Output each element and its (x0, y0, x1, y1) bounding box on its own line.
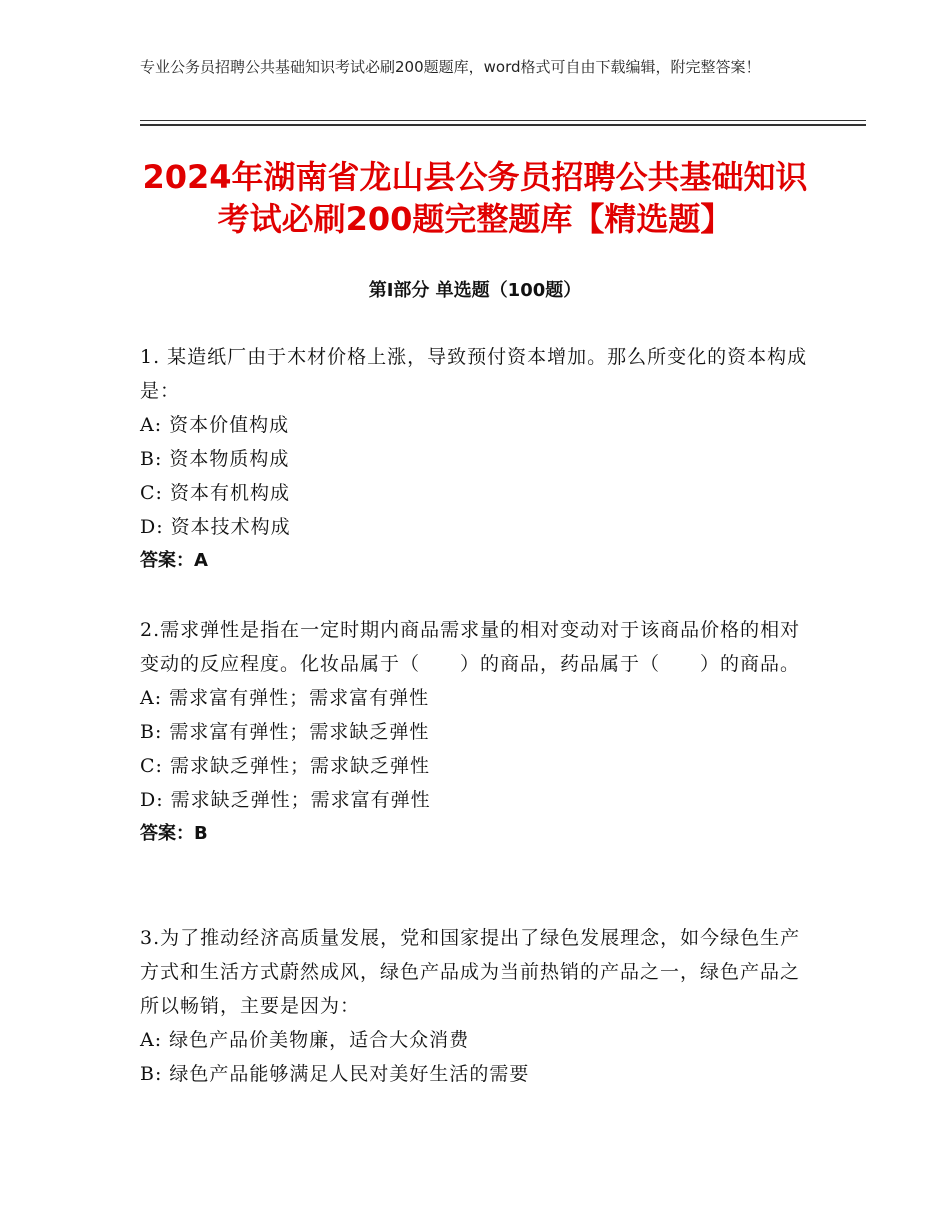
header-note: 专业公务员招聘公共基础知识考试必刷200题题库，word格式可自由下载编辑，附完整答案！ (140, 58, 761, 76)
question-stem: 3.为了推动经济高质量发展，党和国家提出了绿色发展理念，如今绿色生产方式和生活方式蔚然成风，绿色产品成为当前热销的产品之一，绿色产品之所以畅销，主要是因为： (140, 927, 801, 1017)
header-divider-thin (140, 120, 866, 121)
answer: 答案：B (140, 823, 208, 844)
option-a: A: 需求富有弹性；需求富有弹性 (140, 687, 430, 709)
answer: 答案：A (140, 550, 208, 571)
question-1 (140, 340, 810, 578)
option-d: D: 资本技术构成 (140, 516, 291, 538)
option-b: B: 资本物质构成 (140, 448, 290, 470)
option-c: C: 资本有机构成 (140, 482, 290, 504)
question-stem: 2.需求弹性是指在一定时期内商品需求量的相对变动对于该商品价格的相对变动的反应程度。化妆品属于（ ）的商品，药品属于（ ）的商品。 (140, 619, 801, 675)
header-divider-thick (140, 124, 866, 126)
option-a: A: 资本价值构成 (140, 414, 290, 436)
option-b: B: 绿色产品能够满足人民对美好生活的需要 (140, 1063, 530, 1085)
option-c: C: 需求缺乏弹性；需求缺乏弹性 (140, 755, 430, 777)
option-a: A: 绿色产品价美物廉，适合大众消费 (140, 1029, 470, 1051)
question-3 (140, 921, 810, 1091)
document-title: 2024年湖南省龙山县公务员招聘公共基础知识考试必刷200题完整题库【精选题】 (142, 158, 808, 238)
option-b: B: 需求富有弹性；需求缺乏弹性 (140, 721, 430, 743)
section-heading: 第I部分 单选题（100题） (368, 280, 582, 301)
question-2 (140, 613, 810, 851)
option-d: D: 需求缺乏弹性；需求富有弹性 (140, 789, 431, 811)
question-stem: 1. 某造纸厂由于木材价格上涨，导致预付资本增加。那么所变化的资本构成是： (140, 346, 808, 402)
